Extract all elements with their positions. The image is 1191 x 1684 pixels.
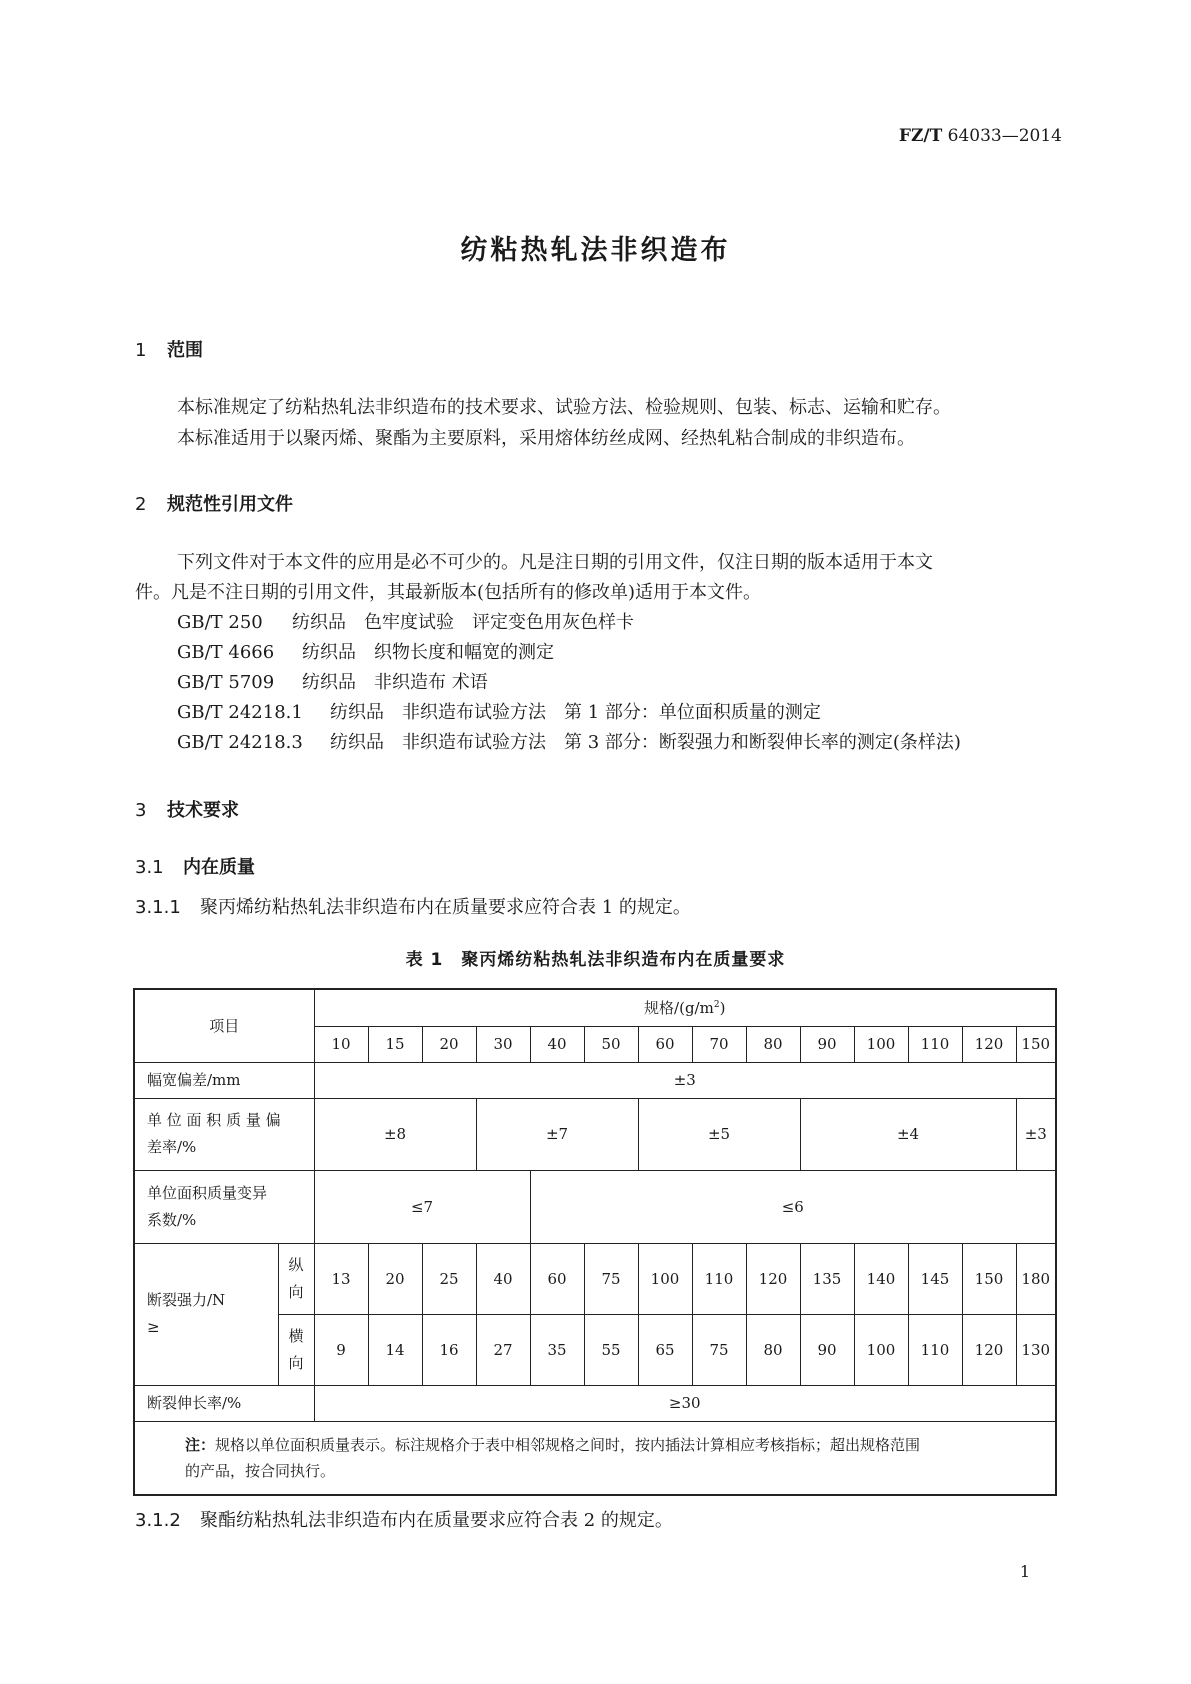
note-line: 的产品，按合同执行。	[185, 1461, 336, 1480]
section-number: 2	[135, 494, 147, 515]
width-deviation-value: ±3	[314, 1062, 1056, 1098]
section-number: 1	[135, 340, 147, 361]
table-note	[134, 1421, 1056, 1495]
cd-value: 14	[368, 1314, 422, 1385]
spec-header-prefix: 规格/(g/m	[644, 999, 714, 1018]
section-3-heading	[135, 796, 239, 822]
reference-item	[177, 638, 554, 664]
md-value: 13	[314, 1243, 368, 1314]
cd-value: 130	[1016, 1314, 1056, 1385]
spec-cell: 30	[476, 1026, 530, 1062]
spec-header-suffix: )	[719, 999, 726, 1018]
standard-code	[899, 126, 1062, 146]
scope-paragraph-1: 本标准规定了纺粘热轧法非织造布的技术要求、试验方法、检验规则、包装、标志、运输和贮存。	[177, 397, 951, 418]
reference-code: GB/T 24218.1	[177, 702, 303, 723]
standard-code-number: 64033—2014	[942, 126, 1062, 146]
reference-code: GB/T 250	[177, 612, 263, 633]
reference-title: 纺织品 非织造布 术语	[302, 672, 488, 693]
md-value: 145	[908, 1243, 962, 1314]
label-line: 系数/%	[147, 1210, 197, 1229]
page-number: 1	[1019, 1562, 1030, 1581]
clause-number: 3.1.1	[135, 897, 181, 918]
section-1-heading	[135, 336, 203, 362]
spec-cell: 70	[692, 1026, 746, 1062]
md-value: 180	[1016, 1243, 1056, 1314]
width-deviation-row	[134, 1062, 1056, 1098]
quality-requirements-table	[133, 988, 1057, 1496]
note-line	[185, 1432, 1043, 1458]
md-value: 60	[530, 1243, 584, 1314]
section-title: 范围	[167, 340, 203, 361]
mass-deviation-value: ±3	[1016, 1098, 1056, 1170]
reference-item	[177, 728, 961, 754]
md-value: 100	[638, 1243, 692, 1314]
elongation-value: ≥30	[314, 1385, 1056, 1421]
md-value: 20	[368, 1243, 422, 1314]
spec-cell: 110	[908, 1026, 962, 1062]
spec-cell: 20	[422, 1026, 476, 1062]
cd-value: 9	[314, 1314, 368, 1385]
mass-deviation-value: ±7	[476, 1098, 638, 1170]
cd-value: 27	[476, 1314, 530, 1385]
spec-cell: 90	[800, 1026, 854, 1062]
label-line: 横	[288, 1326, 304, 1345]
md-value: 75	[584, 1243, 638, 1314]
label-line: 差率/%	[147, 1138, 197, 1156]
clause-text: 聚丙烯纺粘热轧法非织造布内在质量要求应符合表 1 的规定。	[200, 897, 691, 918]
clause-number: 3.1.2	[135, 1510, 181, 1531]
item-header: 项目	[134, 989, 314, 1062]
mass-deviation-value: ±5	[638, 1098, 800, 1170]
md-value: 135	[800, 1243, 854, 1314]
clause-3-1-1	[135, 893, 691, 923]
elongation-row	[134, 1385, 1056, 1421]
spec-header-exponent: 2	[713, 1000, 720, 1011]
cd-value: 16	[422, 1314, 476, 1385]
note-prefix: 注：	[185, 1435, 216, 1454]
spec-header	[314, 989, 1056, 1026]
document-title: 纺粘热轧法非织造布	[460, 235, 731, 266]
section-title: 技术要求	[167, 800, 239, 821]
label-line: 向	[288, 1282, 304, 1301]
spec-cell: 15	[368, 1026, 422, 1062]
references-paragraph-line-1: 下列文件对于本文件的应用是必不可少的。凡是注日期的引用文件，仅注日期的版本适用于本文	[177, 552, 933, 573]
cd-value: 110	[908, 1314, 962, 1385]
mass-deviation-value: ±4	[800, 1098, 1016, 1170]
spec-cell: 50	[584, 1026, 638, 1062]
label-line: 向	[288, 1353, 304, 1372]
mass-cv-row	[134, 1170, 1056, 1243]
section-title: 规范性引用文件	[167, 494, 293, 515]
breaking-strength-label	[134, 1243, 278, 1385]
reference-item	[177, 668, 488, 694]
reference-title: 纺织品 非织造布试验方法 第 1 部分：单位面积质量的测定	[330, 702, 821, 723]
scope-paragraph-2: 本标准适用于以聚丙烯、聚酯为主要原料，采用熔体纺丝成网、经热轧粘合制成的非织造布。	[177, 428, 915, 449]
md-value: 150	[962, 1243, 1016, 1314]
reference-code: GB/T 24218.3	[177, 732, 303, 753]
spec-cell: 60	[638, 1026, 692, 1062]
mass-deviation-label	[134, 1098, 314, 1170]
note-row	[134, 1421, 1056, 1495]
mass-deviation-row	[134, 1098, 1056, 1170]
spec-cell: 10	[314, 1026, 368, 1062]
spec-cell: 150	[1016, 1026, 1056, 1062]
clause-text: 聚酯纺粘热轧法非织造布内在质量要求应符合表 2 的规定。	[200, 1510, 673, 1531]
cd-value: 65	[638, 1314, 692, 1385]
width-deviation-label: 幅宽偏差/mm	[134, 1062, 314, 1098]
table-1-caption: 表 1 聚丙烯纺粘热轧法非织造布内在质量要求	[405, 950, 786, 970]
references-paragraph-line-2: 件。凡是不注日期的引用文件，其最新版本(包括所有的修改单)适用于本文件。	[135, 582, 762, 603]
mass-cv-label	[134, 1170, 314, 1243]
spec-cell: 100	[854, 1026, 908, 1062]
md-value: 40	[476, 1243, 530, 1314]
cd-value: 90	[800, 1314, 854, 1385]
label-line: 断裂强力/N	[147, 1291, 226, 1309]
cd-value: 80	[746, 1314, 800, 1385]
md-value: 120	[746, 1243, 800, 1314]
md-value: 140	[854, 1243, 908, 1314]
reference-title: 纺织品 非织造布试验方法 第 3 部分：断裂强力和断裂伸长率的测定(条样法)	[330, 732, 961, 753]
strength-md-row	[134, 1243, 1056, 1314]
cross-direction-label	[278, 1314, 314, 1385]
md-value: 110	[692, 1243, 746, 1314]
elongation-label: 断裂伸长率/%	[134, 1385, 314, 1421]
label-line: 单 位 面 积 质 量 偏	[147, 1111, 281, 1129]
reference-item	[177, 698, 821, 724]
section-3-1-heading	[135, 853, 255, 879]
section-2-heading	[135, 490, 293, 516]
mass-cv-value: ≤7	[314, 1170, 530, 1243]
label-line: 单位面积质量变异	[147, 1183, 268, 1202]
section-number: 3	[135, 800, 147, 821]
cd-value: 35	[530, 1314, 584, 1385]
clause-3-1-2	[135, 1506, 673, 1536]
spec-cell: 120	[962, 1026, 1016, 1062]
md-value: 25	[422, 1243, 476, 1314]
cd-value: 75	[692, 1314, 746, 1385]
spec-cell: 80	[746, 1026, 800, 1062]
section-title: 内在质量	[183, 857, 255, 878]
cd-value: 120	[962, 1314, 1016, 1385]
standard-code-prefix: FZ/T	[898, 126, 943, 146]
reference-code: GB/T 4666	[177, 642, 275, 663]
reference-item	[177, 608, 634, 634]
note-text: 规格以单位面积质量表示。标注规格介于表中相邻规格之间时，按内插法计算相应考核指标；超出规格范围	[215, 1435, 921, 1454]
machine-direction-label	[278, 1243, 314, 1314]
spec-cell: 40	[530, 1026, 584, 1062]
cd-value: 100	[854, 1314, 908, 1385]
mass-deviation-value: ±8	[314, 1098, 476, 1170]
label-line: 纵	[288, 1255, 304, 1274]
reference-title: 纺织品 织物长度和幅宽的测定	[302, 642, 554, 663]
cd-value: 55	[584, 1314, 638, 1385]
label-line: ≥	[147, 1318, 160, 1336]
mass-cv-value: ≤6	[530, 1170, 1056, 1243]
section-number: 3.1	[135, 857, 164, 878]
reference-title: 纺织品 色牢度试验 评定变色用灰色样卡	[292, 612, 634, 633]
reference-code: GB/T 5709	[177, 672, 275, 693]
